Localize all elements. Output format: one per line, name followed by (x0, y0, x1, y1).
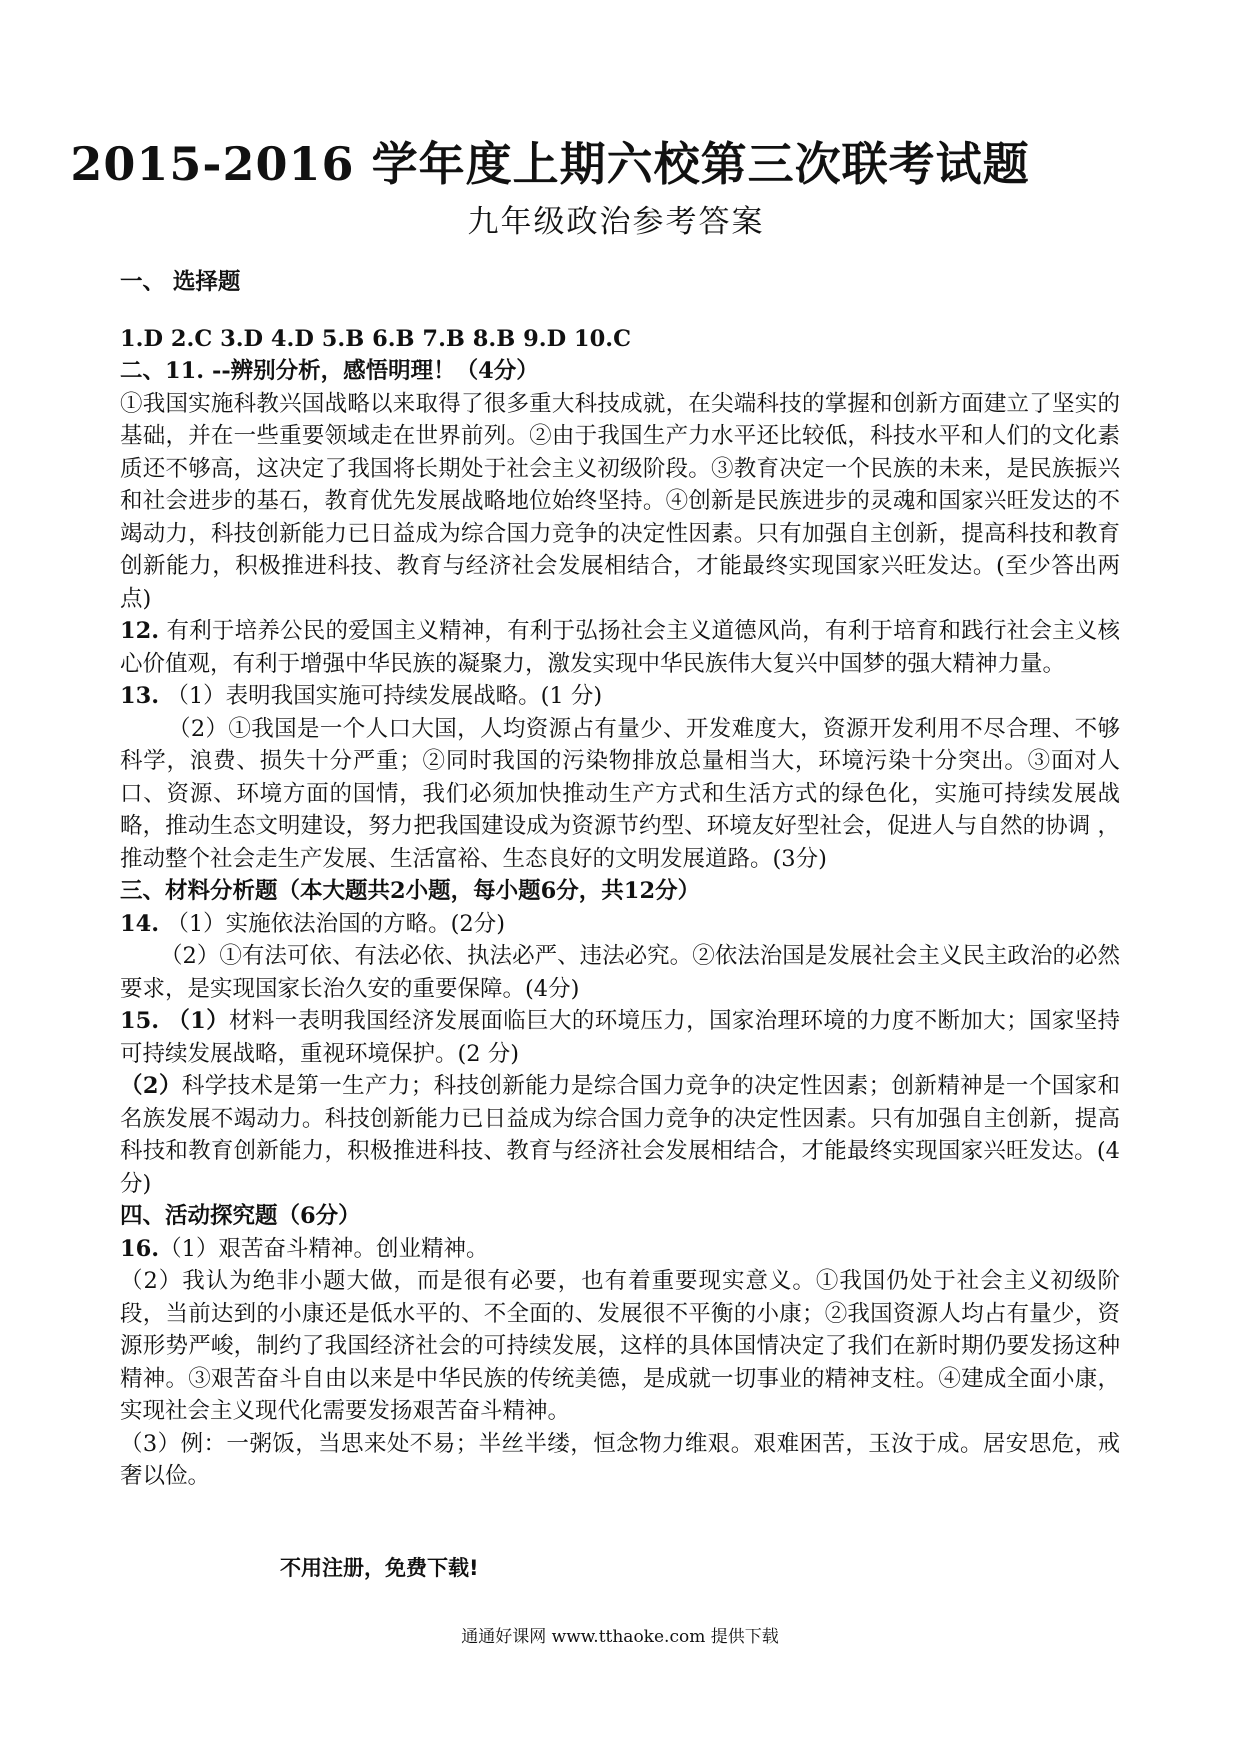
choice-answers: 1.D 2.C 3.D 4.D 5.B 6.B 7.B 8.B 9.D 10.C (120, 325, 631, 352)
q12-text: 有利于培养公民的爱国主义精神，有利于弘扬社会主义道德风尚，有利于培育和践行社会主义核心价值观，有利于增强中华民族的凝聚力，激发实现中华民族伟大复兴中国梦的强大精神力量。 (120, 618, 1120, 677)
section-2-heading: 二、11. --辨别分析，感悟明理！（4分） (120, 358, 539, 384)
q16-number: 16. (120, 1235, 160, 1262)
footer-credit: 通通好课网 www.tthaoke.com 提供下载 (461, 1627, 779, 1647)
q12-number: 12. (120, 618, 160, 644)
q14-part1-text: （1）实施依法治国的方略。(2分) (166, 910, 505, 937)
q15-part2-label: （2） (120, 1073, 182, 1099)
q14-part2: （2）①有法可依、有法必依、执法必严、违法必究。②依法治国是发展社会主义民主政治的必然要求，是实现国家长治久安的重要保障。(4分) (120, 943, 1120, 1002)
section-3-heading: 三、材料分析题（本大题共2小题，每小题6分，共12分） (120, 878, 701, 904)
q13-part1-text: （1）表明我国实施可持续发展战略。(1 分) (166, 683, 603, 709)
q13-part2: （2）①我国是一个人口大国，人均资源占有量少、开发难度大，资源开发利用不尽合理、不够科学，浪费、损失十分严重；②同时我国的污染物排放总量相当大，环境污染十分突出。③面对人口、资源、环境方面的国情，我们必须加快推动生产方式和生活方式的绿色化，实施可持续发展战略，推动生态文明建设，努力把我国建设成为资源节约型、环境友好型社会，促进人与自然的协调 ，推动整个社会走生产发展、生活富裕、生态良好的文明发展道路。(3分) (120, 715, 1120, 872)
answer-content (120, 266, 1120, 1493)
q14-part1 (120, 908, 1120, 941)
q12-answer (120, 615, 1120, 680)
q16-part1 (120, 1233, 1120, 1266)
q15-part2 (120, 1070, 1120, 1200)
q16-part1-text: （1）艰苦奋斗精神。创业精神。 (159, 1235, 489, 1262)
exam-title: 2015-2016 学年度上期六校第三次联考试题 (70, 137, 1030, 191)
q15-part2-text: 科学技术是第一生产力；科技创新能力是综合国力竞争的决定性因素；创新精神是一个国家和名族发展不竭动力。科技创新能力已日益成为综合国力竞争的决定性因素。只有加强自主创新，提高科技和教育创新能力，积极推进科技、教育与经济社会发展相结合，才能最终实现国家兴旺发达。(4分) (120, 1073, 1120, 1197)
q13-number: 13. (120, 683, 160, 709)
section-1-heading: 一、 选择题 (120, 269, 241, 295)
exam-subtitle: 九年级政治参考答案 (467, 204, 765, 240)
q16-part3: （3）例：一粥饭，当思来处不易；半丝半缕，恒念物力维艰。艰难困苦，玉汝于成。居安思危，戒奢以俭。 (120, 1430, 1120, 1489)
q14-number: 14. (120, 910, 160, 937)
section-4-heading: 四、活动探究题（6分） (120, 1203, 361, 1229)
q13-part1 (120, 680, 1120, 713)
q11-answer: ①我国实施科教兴国战略以来取得了很多重大科技成就，在尖端科技的掌握和创新方面建立了坚实的基础，并在一些重要领域走在世界前列。②由于我国生产力水平还比较低，科技水平和人们的文化素质还不够高，这决定了我国将长期处于社会主义初级阶段。③教育决定一个民族的未来，是民族振兴和社会进步的基石，教育优先发展战略地位始终坚持。④创新是民族进步的灵魂和国家兴旺发达的不竭动力，科技创新能力已日益成为综合国力竞争的决定性因素。只有加强自主创新，提高科技和教育创新能力，积极推进科技、教育与经济社会发展相结合，才能最终实现国家兴旺发达。(至少答出两点) (120, 390, 1120, 612)
q15-part1-text: 材料一表明我国经济发展面临巨大的环境压力，国家治理环境的力度不断加大；国家坚持可持续发展战略，重视环境保护。(2 分) (120, 1008, 1120, 1067)
promo-text: 不用注册，免费下载! (280, 1556, 479, 1580)
q15-number: 15. （1） (120, 1008, 230, 1034)
q16-part2: （2）我认为绝非小题大做，而是很有必要，也有着重要现实意义。①我国仍处于社会主义初级阶段，当前达到的小康还是低水平的、不全面的、发展很不平衡的小康；②我国资源人均占有量少，资源形势严峻，制约了我国经济社会的可持续发展，这样的具体国情决定了我们在新时期仍要发扬这种精神。③艰苦奋斗自由以来是中华民族的传统美德，是成就一切事业的精神支柱。④建成全面小康，实现社会主义现代化需要发扬艰苦奋斗精神。 (120, 1268, 1120, 1424)
q15-part1 (120, 1005, 1120, 1070)
